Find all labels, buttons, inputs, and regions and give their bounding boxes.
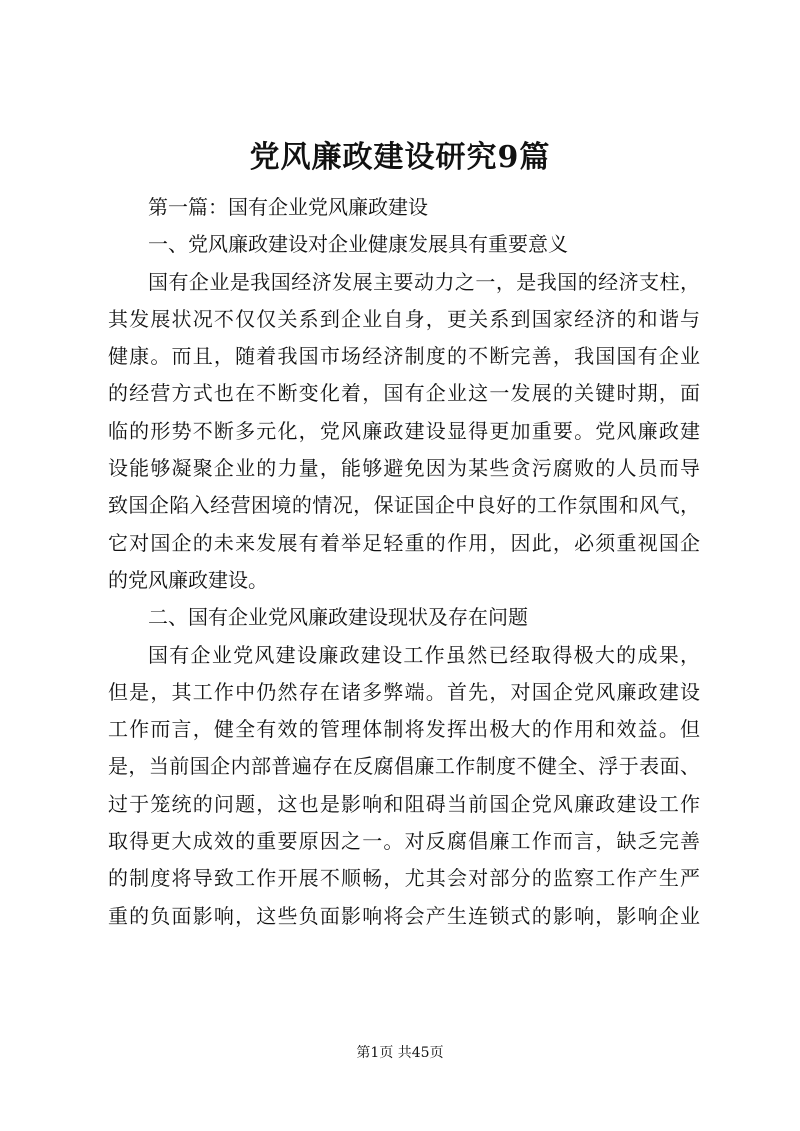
paragraph-line: 重的负面影响，这些负面影响将会产生连锁式的影响，影响企业: [108, 903, 700, 928]
paragraph-line: 的制度将导致工作开展不顺畅，尤其会对部分的监察工作产生严: [108, 866, 700, 891]
paragraph-line: 设能够凝聚企业的力量，能够避免因为某些贪污腐败的人员而导: [108, 456, 700, 481]
paragraph-1: [108, 264, 700, 600]
section-heading-2: 二、国有企业党风廉政建设现状及存在问题: [148, 605, 528, 630]
paragraph-2: [108, 637, 700, 935]
paragraph-line: 健康。而且，随着我国市场经济制度的不断完善，我国国有企业: [108, 344, 700, 369]
paragraph-line: 临的形势不断多元化，党风廉政建设显得更加重要。党风廉政建: [108, 418, 700, 443]
document-body: [108, 189, 700, 935]
section-heading-1: 一、党风廉政建设对企业健康发展具有重要意义: [148, 232, 568, 257]
paragraph-line: 国有企业党风建设廉政建设工作虽然已经取得极大的成果，: [148, 642, 700, 667]
paragraph-line: 其发展状况不仅仅关系到企业自身，更关系到国家经济的和谐与: [108, 306, 700, 331]
paragraph-line: 国有企业是我国经济发展主要动力之一，是我国的经济支柱，: [148, 269, 700, 294]
paragraph-line: 它对国企的未来发展有着举足轻重的作用，因此，必须重视国企: [108, 530, 700, 555]
paragraph-line: 过于笼统的问题，这也是影响和阻碍当前国企党风廉政建设工作: [108, 791, 700, 816]
chapter-heading: 第一篇：国有企业党风廉政建设: [148, 195, 428, 219]
page-number: 第1页 共45页: [356, 1045, 444, 1061]
paragraph-line: 致国企陷入经营困境的情况，保证国企中良好的工作氛围和风气，: [108, 493, 700, 518]
paragraph-line: 的党风廉政建设。: [108, 567, 268, 592]
paragraph-line: 取得更大成效的重要原因之一。对反腐倡廉工作而言，缺乏完善: [108, 829, 700, 854]
paragraph-line: 但是，其工作中仍然存在诸多弊端。首先，对国企党风廉政建设: [108, 679, 700, 704]
document-title: 党风廉政建设研究9篇: [249, 140, 551, 175]
paragraph-line: 的经营方式也在不断变化着，国有企业这一发展的关键时期，面: [108, 381, 700, 406]
paragraph-line: 工作而言，健全有效的管理体制将发挥出极大的作用和效益。但: [108, 717, 700, 742]
paragraph-line: 是，当前国企内部普遍存在反腐倡廉工作制度不健全、浮于表面、: [108, 754, 700, 779]
